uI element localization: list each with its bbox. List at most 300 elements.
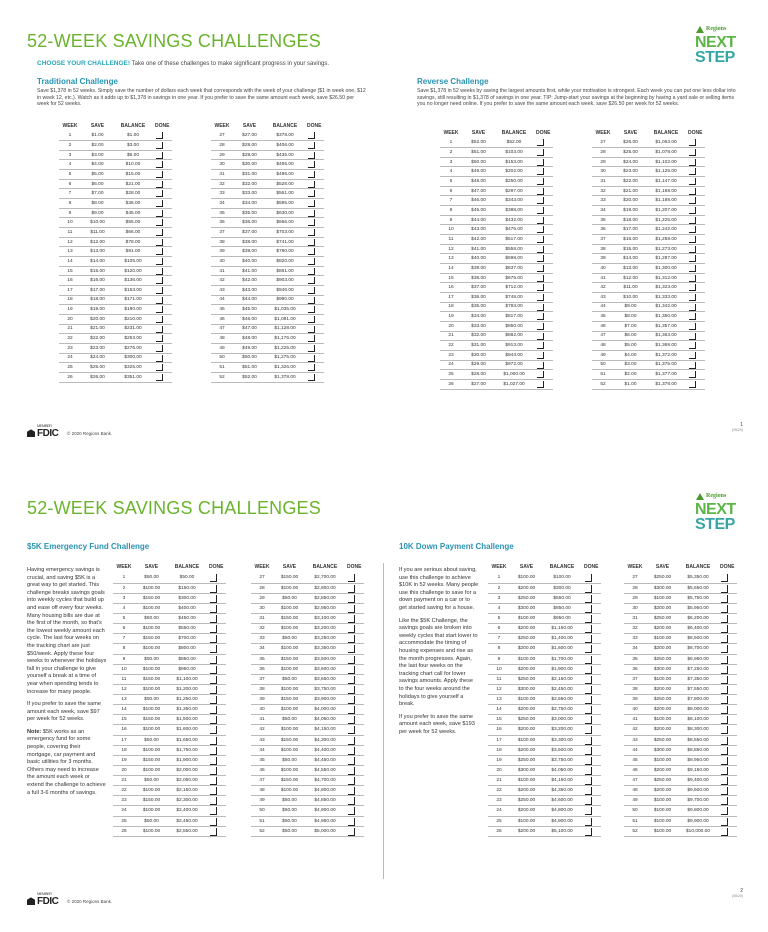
save-cell: $200.00 — [510, 583, 543, 593]
table-row — [592, 321, 705, 331]
done-checkbox[interactable] — [206, 776, 226, 786]
done-checkbox[interactable] — [581, 715, 601, 725]
done-checkbox[interactable] — [344, 725, 364, 735]
balance-cell: $153.00 — [114, 286, 152, 296]
done-checkbox[interactable] — [206, 634, 226, 644]
done-checkbox[interactable] — [304, 141, 324, 151]
done-checkbox[interactable] — [152, 286, 172, 296]
table-row — [440, 225, 553, 235]
done-checkbox[interactable] — [304, 372, 324, 382]
table-row — [440, 350, 553, 360]
done-checkbox[interactable] — [685, 148, 705, 158]
table-row — [624, 664, 737, 674]
week-cell: 30 — [251, 603, 273, 613]
done-checkbox[interactable] — [685, 273, 705, 283]
table-row — [211, 170, 324, 180]
done-checkbox[interactable] — [304, 353, 324, 363]
done-checkbox[interactable] — [533, 293, 553, 303]
table-row — [59, 295, 172, 305]
week-cell: 7 — [440, 196, 462, 206]
balance-cell: $5,000.00 — [306, 826, 344, 836]
done-checkbox[interactable] — [685, 360, 705, 370]
done-checkbox[interactable] — [533, 321, 553, 331]
done-checkbox[interactable] — [344, 745, 364, 755]
done-checkbox[interactable] — [533, 167, 553, 177]
week-cell: 40 — [592, 264, 614, 274]
done-checkbox[interactable] — [206, 796, 226, 806]
done-checkbox[interactable] — [581, 776, 601, 786]
done-checkbox[interactable] — [304, 295, 324, 305]
week-cell: 47 — [592, 331, 614, 341]
save-cell: $150.00 — [273, 614, 306, 624]
done-checkbox[interactable] — [717, 593, 737, 603]
done-checkbox[interactable] — [717, 614, 737, 624]
done-checkbox[interactable] — [533, 215, 553, 225]
checkbox-mark-icon — [585, 737, 592, 745]
balance-cell: $9,800.00 — [679, 806, 717, 816]
done-checkbox[interactable] — [152, 353, 172, 363]
table-row — [113, 725, 226, 735]
done-checkbox[interactable] — [685, 293, 705, 303]
done-checkbox[interactable] — [206, 765, 226, 775]
done-checkbox[interactable] — [533, 206, 553, 216]
done-checkbox[interactable] — [152, 170, 172, 180]
downpayment-heading: 10K Down Payment Challenge — [399, 542, 514, 551]
done-checkbox[interactable] — [685, 254, 705, 264]
balance-cell: $7,350.00 — [679, 674, 717, 684]
done-checkbox[interactable] — [344, 735, 364, 745]
balance-cell: $1.00 — [114, 131, 152, 141]
done-checkbox[interactable] — [304, 131, 324, 141]
done-checkbox[interactable] — [533, 148, 553, 158]
column-header: SAVE — [144, 564, 159, 570]
table-row — [211, 237, 324, 247]
done-checkbox[interactable] — [344, 765, 364, 775]
done-checkbox[interactable] — [581, 806, 601, 816]
done-checkbox[interactable] — [206, 644, 226, 654]
save-cell: $5.00 — [81, 170, 114, 180]
done-checkbox[interactable] — [581, 644, 601, 654]
checkbox-mark-icon — [156, 345, 163, 352]
done-checkbox[interactable] — [344, 674, 364, 684]
done-checkbox[interactable] — [206, 745, 226, 755]
checkbox-mark-icon — [210, 818, 217, 826]
done-checkbox[interactable] — [344, 755, 364, 765]
done-checkbox[interactable] — [717, 735, 737, 745]
done-checkbox[interactable] — [581, 573, 601, 583]
done-checkbox[interactable] — [581, 684, 601, 694]
week-cell: 21 — [59, 324, 81, 334]
done-checkbox[interactable] — [581, 654, 601, 664]
done-checkbox[interactable] — [533, 254, 553, 264]
done-checkbox[interactable] — [581, 614, 601, 624]
done-checkbox[interactable] — [533, 341, 553, 351]
done-checkbox[interactable] — [533, 177, 553, 187]
done-checkbox[interactable] — [685, 177, 705, 187]
done-checkbox[interactable] — [581, 786, 601, 796]
week-cell: 26 — [440, 379, 462, 389]
done-checkbox[interactable] — [344, 603, 364, 613]
done-checkbox[interactable] — [581, 674, 601, 684]
done-checkbox[interactable] — [581, 634, 601, 644]
done-checkbox[interactable] — [206, 664, 226, 674]
checkbox-mark-icon — [721, 818, 728, 826]
checkbox-mark-icon — [689, 352, 696, 359]
done-checkbox[interactable] — [533, 235, 553, 245]
done-checkbox[interactable] — [152, 295, 172, 305]
week-cell: 11 — [488, 674, 510, 684]
done-checkbox[interactable] — [304, 218, 324, 228]
done-checkbox[interactable] — [344, 796, 364, 806]
done-checkbox[interactable] — [152, 189, 172, 199]
checkbox-mark-icon — [721, 807, 728, 815]
done-checkbox[interactable] — [685, 196, 705, 206]
reverse-table-b — [592, 127, 705, 390]
done-checkbox[interactable] — [304, 324, 324, 334]
done-checkbox[interactable] — [533, 157, 553, 167]
balance-cell: $105.00 — [114, 257, 152, 267]
done-checkbox[interactable] — [152, 131, 172, 141]
done-checkbox[interactable] — [344, 826, 364, 836]
done-checkbox[interactable] — [344, 634, 364, 644]
done-checkbox[interactable] — [581, 624, 601, 634]
done-checkbox[interactable] — [717, 705, 737, 715]
save-cell: $16.00 — [81, 276, 114, 286]
done-checkbox[interactable] — [344, 816, 364, 826]
done-checkbox[interactable] — [717, 684, 737, 694]
done-checkbox[interactable] — [344, 776, 364, 786]
done-checkbox[interactable] — [206, 705, 226, 715]
done-checkbox[interactable] — [581, 583, 601, 593]
week-cell: 44 — [211, 295, 233, 305]
done-checkbox[interactable] — [152, 305, 172, 315]
done-checkbox[interactable] — [206, 715, 226, 725]
table-row — [113, 684, 226, 694]
done-checkbox[interactable] — [717, 816, 737, 826]
save-cell: $250.00 — [646, 695, 679, 705]
week-cell: 15 — [59, 266, 81, 276]
done-checkbox[interactable] — [304, 199, 324, 209]
save-cell: $50.00 — [273, 816, 306, 826]
done-checkbox[interactable] — [304, 237, 324, 247]
table-row — [113, 573, 226, 583]
done-checkbox[interactable] — [685, 302, 705, 312]
table-row — [624, 674, 737, 684]
done-checkbox[interactable] — [685, 167, 705, 177]
done-checkbox[interactable] — [685, 186, 705, 196]
balance-cell: $946.00 — [266, 286, 304, 296]
done-checkbox[interactable] — [533, 370, 553, 380]
checkbox-mark-icon — [210, 666, 217, 674]
table-row — [624, 725, 737, 735]
save-cell: $50.00 — [135, 695, 168, 705]
done-checkbox[interactable] — [581, 745, 601, 755]
checkbox-mark-icon — [348, 706, 355, 714]
done-checkbox[interactable] — [152, 276, 172, 286]
done-checkbox[interactable] — [152, 179, 172, 189]
done-checkbox[interactable] — [344, 654, 364, 664]
done-checkbox[interactable] — [717, 826, 737, 836]
done-checkbox[interactable] — [152, 363, 172, 373]
done-checkbox[interactable] — [533, 196, 553, 206]
checkbox-mark-icon — [689, 149, 696, 156]
done-checkbox[interactable] — [152, 237, 172, 247]
done-checkbox[interactable] — [304, 247, 324, 257]
done-checkbox[interactable] — [344, 786, 364, 796]
table-row — [59, 189, 172, 199]
done-checkbox[interactable] — [685, 341, 705, 351]
done-checkbox[interactable] — [206, 674, 226, 684]
save-cell: $39.00 — [462, 264, 495, 274]
done-checkbox[interactable] — [152, 218, 172, 228]
done-checkbox[interactable] — [304, 276, 324, 286]
done-checkbox[interactable] — [344, 573, 364, 583]
done-checkbox[interactable] — [533, 379, 553, 389]
done-checkbox[interactable] — [581, 826, 601, 836]
done-checkbox[interactable] — [152, 314, 172, 324]
done-checkbox[interactable] — [344, 684, 364, 694]
done-checkbox[interactable] — [685, 138, 705, 148]
table-row — [59, 372, 172, 382]
done-checkbox[interactable] — [152, 257, 172, 267]
done-checkbox[interactable] — [685, 244, 705, 254]
done-checkbox[interactable] — [717, 644, 737, 654]
done-checkbox[interactable] — [717, 796, 737, 806]
done-checkbox[interactable] — [581, 796, 601, 806]
done-checkbox[interactable] — [304, 305, 324, 315]
table-row — [488, 624, 601, 634]
done-checkbox[interactable] — [717, 776, 737, 786]
done-checkbox[interactable] — [685, 331, 705, 341]
table-row — [592, 370, 705, 380]
done-checkbox[interactable] — [152, 343, 172, 353]
done-checkbox[interactable] — [581, 755, 601, 765]
done-checkbox[interactable] — [533, 138, 553, 148]
done-checkbox[interactable] — [533, 312, 553, 322]
done-checkbox[interactable] — [206, 755, 226, 765]
done-checkbox[interactable] — [717, 806, 737, 816]
week-cell: 3 — [59, 150, 81, 160]
done-checkbox[interactable] — [206, 583, 226, 593]
done-checkbox[interactable] — [206, 614, 226, 624]
done-checkbox[interactable] — [152, 208, 172, 218]
done-checkbox[interactable] — [304, 170, 324, 180]
done-checkbox[interactable] — [152, 372, 172, 382]
balance-cell: $1,372.00 — [647, 350, 685, 360]
done-checkbox[interactable] — [344, 593, 364, 603]
done-checkbox[interactable] — [685, 215, 705, 225]
done-checkbox[interactable] — [717, 573, 737, 583]
done-checkbox[interactable] — [533, 273, 553, 283]
done-checkbox[interactable] — [533, 244, 553, 254]
save-cell: $31.00 — [462, 341, 495, 351]
done-checkbox[interactable] — [717, 695, 737, 705]
week-cell: 4 — [59, 160, 81, 170]
done-checkbox[interactable] — [344, 715, 364, 725]
table-row — [59, 199, 172, 209]
balance-cell: $1,650.00 — [168, 735, 206, 745]
balance-cell: $6.00 — [114, 150, 152, 160]
done-checkbox[interactable] — [152, 228, 172, 238]
done-checkbox[interactable] — [685, 350, 705, 360]
week-cell: 17 — [440, 293, 462, 303]
done-checkbox[interactable] — [685, 312, 705, 322]
done-checkbox[interactable] — [581, 816, 601, 826]
week-cell: 49 — [592, 350, 614, 360]
checkbox-mark-icon — [308, 316, 315, 323]
done-checkbox[interactable] — [717, 583, 737, 593]
done-checkbox[interactable] — [206, 826, 226, 836]
balance-cell: $378.00 — [266, 131, 304, 141]
column-header: SAVE — [282, 564, 297, 570]
done-checkbox[interactable] — [304, 179, 324, 189]
done-checkbox[interactable] — [304, 228, 324, 238]
done-checkbox[interactable] — [685, 206, 705, 216]
done-checkbox[interactable] — [344, 806, 364, 816]
done-checkbox[interactable] — [206, 654, 226, 664]
done-checkbox[interactable] — [581, 705, 601, 715]
done-checkbox[interactable] — [533, 302, 553, 312]
done-checkbox[interactable] — [304, 363, 324, 373]
done-checkbox[interactable] — [304, 208, 324, 218]
done-checkbox[interactable] — [717, 603, 737, 613]
done-checkbox[interactable] — [206, 603, 226, 613]
done-checkbox[interactable] — [152, 247, 172, 257]
done-checkbox[interactable] — [685, 283, 705, 293]
done-checkbox[interactable] — [717, 765, 737, 775]
done-checkbox[interactable] — [304, 314, 324, 324]
done-checkbox[interactable] — [344, 583, 364, 593]
done-checkbox[interactable] — [533, 264, 553, 274]
done-checkbox[interactable] — [152, 324, 172, 334]
done-checkbox[interactable] — [206, 573, 226, 583]
done-checkbox[interactable] — [304, 266, 324, 276]
done-checkbox[interactable] — [685, 157, 705, 167]
done-checkbox[interactable] — [581, 735, 601, 745]
done-checkbox[interactable] — [344, 664, 364, 674]
done-checkbox[interactable] — [152, 199, 172, 209]
done-checkbox[interactable] — [304, 334, 324, 344]
balance-cell: $3.00 — [114, 141, 152, 151]
done-checkbox[interactable] — [581, 765, 601, 775]
checkbox-mark-icon — [156, 152, 163, 159]
balance-cell: $1,176.00 — [266, 334, 304, 344]
done-checkbox[interactable] — [533, 186, 553, 196]
save-cell: $50.00 — [273, 755, 306, 765]
done-checkbox[interactable] — [533, 283, 553, 293]
checkbox-mark-icon — [689, 159, 696, 166]
checkbox-mark-icon — [721, 787, 728, 795]
done-checkbox[interactable] — [581, 664, 601, 674]
done-checkbox[interactable] — [717, 664, 737, 674]
done-checkbox[interactable] — [533, 350, 553, 360]
balance-cell: $6,200.00 — [679, 614, 717, 624]
done-checkbox[interactable] — [685, 370, 705, 380]
checkbox-mark-icon — [348, 666, 355, 674]
done-checkbox[interactable] — [344, 705, 364, 715]
done-checkbox[interactable] — [152, 160, 172, 170]
save-cell: $48.00 — [462, 177, 495, 187]
done-checkbox[interactable] — [304, 160, 324, 170]
table-row — [592, 235, 705, 245]
table-row — [488, 725, 601, 735]
done-checkbox[interactable] — [152, 150, 172, 160]
table-row — [624, 816, 737, 826]
done-checkbox[interactable] — [206, 695, 226, 705]
done-checkbox[interactable] — [685, 379, 705, 389]
table-row — [251, 765, 364, 775]
done-checkbox[interactable] — [304, 150, 324, 160]
balance-cell: $2,750.00 — [543, 705, 581, 715]
done-checkbox[interactable] — [206, 816, 226, 826]
week-cell: 45 — [624, 755, 646, 765]
done-checkbox[interactable] — [717, 786, 737, 796]
done-checkbox[interactable] — [717, 725, 737, 735]
done-checkbox[interactable] — [206, 725, 226, 735]
checkbox-mark-icon — [721, 625, 728, 633]
done-checkbox[interactable] — [344, 695, 364, 705]
done-checkbox[interactable] — [533, 331, 553, 341]
done-checkbox[interactable] — [717, 634, 737, 644]
checkbox-mark-icon — [156, 229, 163, 236]
checkbox-mark-icon — [156, 219, 163, 226]
done-checkbox[interactable] — [581, 593, 601, 603]
done-checkbox[interactable] — [304, 189, 324, 199]
done-checkbox[interactable] — [344, 614, 364, 624]
week-cell: 38 — [251, 684, 273, 694]
done-checkbox[interactable] — [206, 593, 226, 603]
done-checkbox[interactable] — [304, 286, 324, 296]
done-checkbox[interactable] — [685, 235, 705, 245]
done-checkbox[interactable] — [206, 735, 226, 745]
done-checkbox[interactable] — [685, 264, 705, 274]
checkbox-mark-icon — [689, 197, 696, 204]
save-cell: $2.00 — [614, 370, 647, 380]
done-checkbox[interactable] — [344, 624, 364, 634]
done-checkbox[interactable] — [717, 624, 737, 634]
done-checkbox[interactable] — [152, 334, 172, 344]
done-checkbox[interactable] — [685, 225, 705, 235]
checkbox-mark-icon — [585, 585, 592, 593]
done-checkbox[interactable] — [717, 755, 737, 765]
done-checkbox[interactable] — [533, 225, 553, 235]
done-checkbox[interactable] — [344, 644, 364, 654]
done-checkbox[interactable] — [533, 360, 553, 370]
week-cell: 36 — [624, 664, 646, 674]
done-checkbox[interactable] — [152, 141, 172, 151]
done-checkbox[interactable] — [304, 343, 324, 353]
checkbox-mark-icon — [721, 706, 728, 714]
done-checkbox[interactable] — [581, 695, 601, 705]
done-checkbox[interactable] — [717, 674, 737, 684]
week-cell: 36 — [251, 664, 273, 674]
done-checkbox[interactable] — [304, 257, 324, 267]
done-checkbox[interactable] — [717, 715, 737, 725]
done-checkbox[interactable] — [717, 745, 737, 755]
done-checkbox[interactable] — [206, 786, 226, 796]
done-checkbox[interactable] — [206, 624, 226, 634]
save-cell: $100.00 — [510, 654, 543, 664]
done-checkbox[interactable] — [685, 321, 705, 331]
done-checkbox[interactable] — [581, 725, 601, 735]
done-checkbox[interactable] — [152, 266, 172, 276]
save-cell: $5.00 — [614, 341, 647, 351]
done-checkbox[interactable] — [206, 806, 226, 816]
save-cell: $150.00 — [273, 695, 306, 705]
done-checkbox[interactable] — [581, 603, 601, 613]
done-checkbox[interactable] — [717, 654, 737, 664]
done-checkbox[interactable] — [206, 684, 226, 694]
